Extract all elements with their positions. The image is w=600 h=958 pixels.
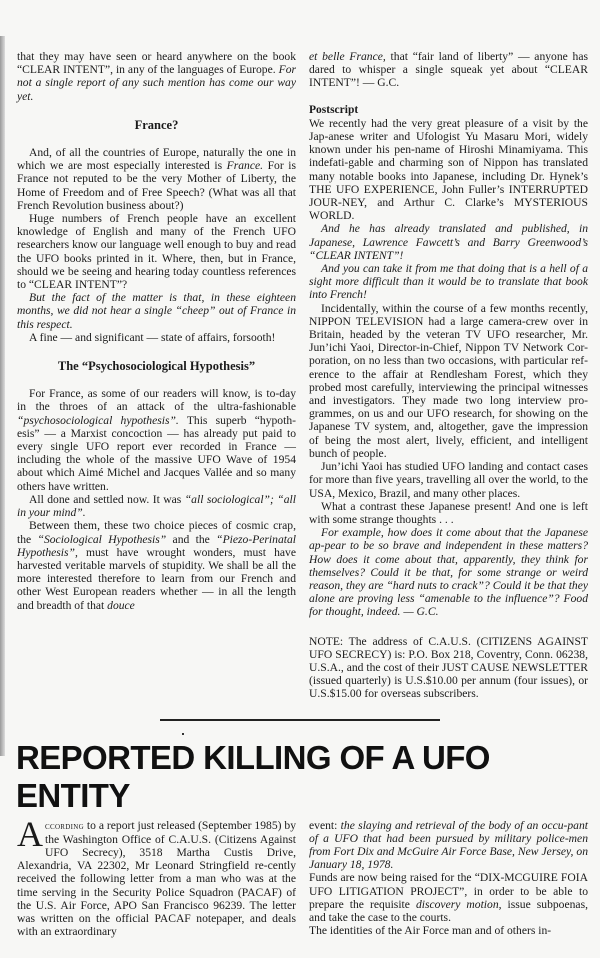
text: All done and settled now. It was xyxy=(29,492,185,506)
italic-text: France. xyxy=(226,159,264,173)
section-heading-psycho: The “Psychosociological Hypothesis” xyxy=(57,359,256,374)
postscript-heading: Postscript xyxy=(309,103,359,116)
section-heading-france: France? xyxy=(134,117,179,132)
text: Funds are now being raised for the “DIX-MCGUIRE FOIA UFO LITIGATION PROJECT”, in order to be able to prepare the requisite xyxy=(309,871,588,911)
paragraph xyxy=(309,871,588,924)
article-right-column xyxy=(309,819,588,938)
text: that “fair land of liberty” — anyone has dared to whisper a single squeak yet about “CLEAR INTENT”! — G.C. xyxy=(309,50,588,90)
italic-text: the slaying and retrieval of the body of an occu-pant of a UFO that had been pursued by military police-men from Fort Dix and McGuire Air Force Base, New Jersey, on January 18, 1978. xyxy=(309,818,588,872)
paragraph xyxy=(17,387,296,493)
text: And, of all the countries of Europe, naturally the one in which we are most especially interested is xyxy=(17,146,296,173)
paragraph: The identities of the Air Force man and of others in- xyxy=(309,924,552,938)
paragraph: But the fact of the matter is that, in these eighteen months, we did not hear a single “cheep” out of France in this respect. xyxy=(17,291,296,331)
text: For is France not reputed to be the very Mother of Liberty, the Home of Freedom and of Free Speech? (What was all that French Revolution business about?) xyxy=(17,159,296,212)
text: must have wrought wonders, must have harvested veritable marvels of stupidity. We shall be all the more interested therefore to learn from our French and other West European readers whether — in all the length and breadth of that xyxy=(17,545,296,612)
paragraph: A fine — and significant — state of affairs, forsooth! xyxy=(29,330,276,344)
paragraph xyxy=(17,519,296,611)
italic-text: “Sociological Hypothesis” xyxy=(37,532,167,546)
text: to a report just released (September 1985) by the Washington Office of C.A.U.S. (Citizens Against UFO Secrecy), 3518 Martha Custis Drive, Alexandria, VA 22302, Mr Leonard Stringfield re-cently received the following letter from a man who was at the time serving in the Security Police Squadron (PACAF) of the U.S. Air Force, APO San Francisco 96239. The letter was written on the official PACAF notepaper, and deals with an extraordinary xyxy=(17,818,296,939)
section-divider xyxy=(17,709,588,739)
italic-text: et belle France, xyxy=(309,50,386,63)
italic-text: “all sociological”; “all in your mind”. xyxy=(17,492,296,520)
paragraph xyxy=(309,819,588,872)
text: event: xyxy=(309,818,341,832)
note-paragraph: NOTE: The address of C.A.U.S. (CITIZENS AGAINST UFO SECRECY) is: P.O. Box 218, Coventry, Conn. 06238, U.S.A., and the cost of their JUST CAUSE NEWSLETTER (issued quarterly) is U.S.$10.00 per annum (four issues), or U.S.$15.00 for overseas subscribers. xyxy=(309,634,588,701)
paragraph: Huge numbers of French people have an excellent knowledge of English and many of the French UFO researchers know our language well enough to buy and read the UFO books printed in it. Where, then, but in France, should we be seeing and hearing today countless references to “CLEAR INTENT”? xyxy=(17,212,296,292)
lead-smallcaps: ccording xyxy=(45,820,84,832)
paragraph xyxy=(17,50,296,103)
italic-text: “psychosociological hypothesis”. xyxy=(17,413,179,427)
right-column xyxy=(309,50,588,701)
paragraph: And you can take it from me that doing that is a hell of a sight more difficult than it would be to translate that book into French! xyxy=(309,262,588,302)
italic-text: “Piezo-Perinatal Hypothesis”, xyxy=(17,532,296,559)
paragraph xyxy=(17,813,296,939)
italic-text: discovery motion, xyxy=(415,897,502,911)
text: Between them, these two choice pieces of cosmic crap, the xyxy=(17,519,296,546)
text: This superb “hypoth-esis” — a Marxist concoction — has already put paid to every single UFO report ever recorded in France — including the whole of the massive UFO Wave of 1954 about which Aimé Michel and Jacques Vallée and so many others have written. xyxy=(17,413,296,493)
paragraph: Incidentally, within the course of a few months recently, NIPPON TELEVISION had a large camera-crew over in Britain, headed by the veteran TV UFO researcher, Mr. Jun’ichi Yaoi, Director-in-Chief, Nippon TV Network Cor-poration, on no less than two occasions, with particular ref-erence to the affair at Rendlesham Forest, which they probed most carefully, interviewing the principal witnesses and investigators. They made two long interview pro-grammes, on us and our UFO research, for showing on the Japanese TV system, and, altogether, gave the impression of being the most alert, lively, efficient, and intelligent bunch of people. xyxy=(309,301,588,460)
article-headline: REPORTED KILLING OF A UFO ENTITY xyxy=(16,738,490,814)
section-divider-rule xyxy=(160,719,440,721)
text: and the xyxy=(166,532,217,546)
paragraph xyxy=(17,146,296,212)
top-columns xyxy=(17,50,588,701)
italic-text: For not a single report of any such mention has come our way yet. xyxy=(17,63,296,103)
paragraph: And he has already translated and published, in Japanese, Lawrence Fawcett’s and Barry Greenwood’s “CLEAR INTENT”! xyxy=(309,222,588,262)
paragraph: We recently had the very great pleasure of a visit by the Jap-anese writer and Ufologist Yu Masaru Mori, widely known under his pen-name of Hiroshi Minamiyama. This indefati-gable and charming son of Nippon has translated many notable books into Japanese, including Dr. Hynek’s THE UFO EXPERIENCE, John Fuller’s INTERRUPTED JOUR-NEY, and Arthur C. Clarke’s MYSTERIOUS WORLD. xyxy=(309,116,588,223)
paragraph: What a contrast these Japanese present! And one is left with some strange thoughts . . . xyxy=(309,499,588,526)
paragraph: For example, how does it come about that the Japanese ap-pear to be so brave and independent in these matters? How does it come about that, apparently, they think for themselves? Could it be that, for some strange or weird reason, they are “hard nuts to crack”? Could it be that they alone are proving less “amenable to the influence”? Food for thought, indeed. — G.C. xyxy=(309,526,588,619)
italic-text: douce xyxy=(107,598,135,612)
text: that they may have seen or heard anywhere on the book “CLEAR INTENT”, in any of the languages of Europe. xyxy=(17,50,296,77)
drop-cap: A xyxy=(17,813,43,854)
article-columns xyxy=(17,813,588,939)
paragraph xyxy=(17,493,296,519)
text: For France, as some of our readers will know, is to-day in the throes of an attack of the ultra-fashionable xyxy=(17,387,296,414)
left-column xyxy=(17,50,296,612)
paragraph xyxy=(309,50,588,90)
text: issue subpoenas, and take the case to the courts. xyxy=(309,897,588,924)
paragraph: Jun’ichi Yaoi has studied UFO landing and contact cases for more than five years, travelling all over the world, to the USA, Mexico, Brazil, and many other places. xyxy=(309,460,588,500)
article-left-column xyxy=(17,813,296,939)
print-speck xyxy=(182,733,184,735)
